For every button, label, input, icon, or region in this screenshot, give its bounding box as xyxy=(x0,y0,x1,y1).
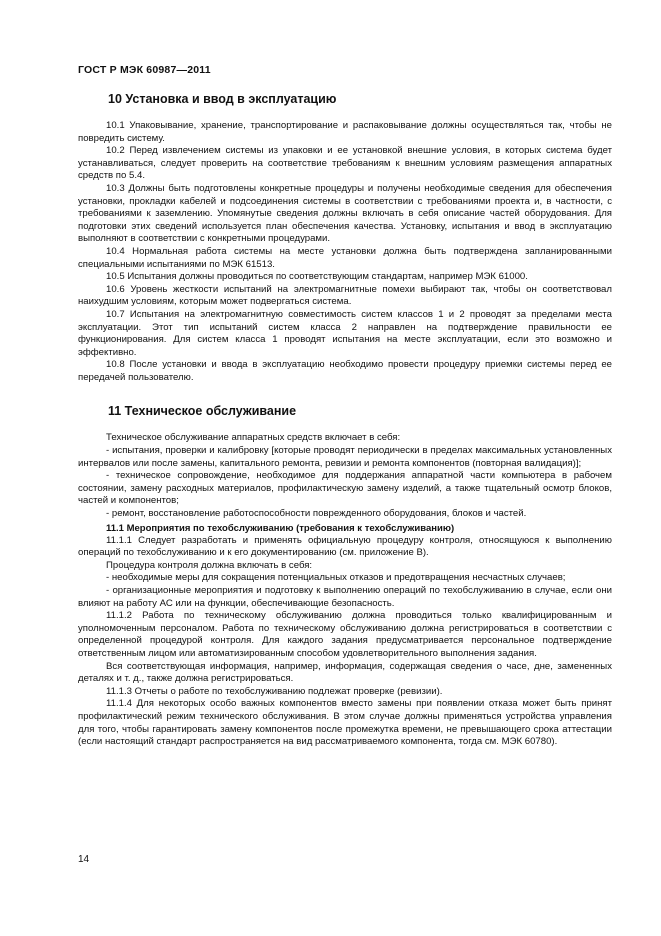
list-item-organization: - организационные мероприятия и подготовку к выполнению операций по техобслуживанию в случае, если они влияют на работу АС или на функции, обеспечивающие безопасность. xyxy=(78,585,612,609)
paragraph-10-3: 10.3 Должны быть подготовлены конкретные процедуры и получены необходимые сведения для обеспечения установки, прокладки кабелей и подсоединения системы в соответствии с требованиями проекта и, в частности, с требованиями к заземлению. Упомянутые сведения должны включать в себя описание частей оборудования. Для подготовки этих сведений используется план обеспечения качества. Установку, испытания и ввод в эксплуатацию выполняют в соответствии с конкретными процедурами. xyxy=(78,182,612,245)
section-10-title: 10 Установка и ввод в эксплуатацию xyxy=(108,92,337,106)
section-11-title: 11 Техническое обслуживание xyxy=(108,404,297,419)
list-item-repair: - ремонт, восстановление работоспособности поврежденного оборудования, блоков и частей. xyxy=(106,508,527,520)
paragraph-10-7: 10.7 Испытания на электромагнитную совместимость систем классов 1 и 2 проводят за пределами места эксплуатации. Этот тип испытаний систем класса 2 направлен на подтверждение правильности ее функционирования. Для систем класса 1 проводят испытания на месте эксплуатации, если это возможно и эффективно. xyxy=(78,308,612,358)
list-item-testing: - испытания, проверки и калибровку [которые проводят периодически в пределах максимальных установленных интервалов или после замены, капитального ремонта, ревизии и ремонта компонентов (повторная валидация)]; xyxy=(78,445,612,469)
paragraph-info-registration: Вся соответствующая информация, например, информация, содержащая сведения о часе, дне, замененных деталях и т. д., также должна регистрироваться. xyxy=(78,660,612,685)
page-number: 14 xyxy=(78,854,90,865)
paragraph-10-4: 10.4 Нормальная работа системы на месте установки должна быть подтверждена запланированными специальными испытаниями по МЭК 61513. xyxy=(78,245,612,270)
paragraph-10-5: 10.5 Испытания должны проводиться по соответствующим стандартам, например МЭК 61000. xyxy=(106,271,528,283)
paragraph-11-1-2: 11.1.2 Работа по техническому обслуживанию должна проводиться только квалифицированным и уполномоченным персоналом. Работа по техническому обслуживанию должна регистрироваться в соответствии с определенной процедурой контроля. Для каждого задания предусматривается персональное подтверждение ответственным лицом или автоматизированным способом удовлетворительного выполнения задания. xyxy=(78,610,612,659)
document-header: ГОСТ Р МЭК 60987—2011 xyxy=(78,64,211,76)
paragraph-11-1-3: 11.1.3 Отчеты о работе по техобслуживанию подлежат проверке (ревизии). xyxy=(106,685,443,697)
paragraph-10-1: 10.1 Упаковывание, хранение, транспортирование и распаковывание должны осуществляться так, чтобы не повредить систему. xyxy=(78,120,612,144)
list-item-measures: - необходимые меры для сокращения потенциальных отказов и предотвращения несчастных случаев; xyxy=(106,572,566,584)
paragraph-procedure-intro: Процедура контроля должна включать в себя: xyxy=(106,559,313,571)
subsection-11-1-title: 11.1 Мероприятия по техобслуживанию (требования к техобслуживанию) xyxy=(106,522,455,534)
paragraph-11-1-1: 11.1.1 Следует разработать и применять официальную процедуру контроля, относящуюся к выполнению операций по техобслуживанию и к его документированию (см. приложение В). xyxy=(78,534,612,559)
paragraph-10-8: 10.8 После установки и ввода в эксплуатацию необходимо провести процедуру приемки системы перед ее передачей пользователю. xyxy=(78,359,612,383)
paragraph-11-1-4: 11.1.4 Для некоторых особо важных компонентов вместо замены при появлении отказа может быть принят профилактический режим технического обслуживания. В этом случае должны применяться устройства управления для того, чтобы гарантировать замену компонентов после промежутка времени, не превышающего срока аттестации (если настоящий стандарт распространяется на вид рассматриваемого компонента, тогда см. МЭК 60780). xyxy=(78,698,612,748)
list-item-support: - техническое сопровождение, необходимое для поддержания аппаратной части компьютера в рабочем состоянии, замену расходных материалов, профилактическую замену изделий, а также тщательный осмотр блоков, частей и компонентов; xyxy=(78,470,612,507)
paragraph-10-6: 10.6 Уровень жесткости испытаний на электромагнитные помехи выбирают так, чтобы он соответствовал наихудшим условиям, которым может подвергаться система. xyxy=(78,283,612,308)
document-content xyxy=(78,92,612,749)
paragraph-10-2: 10.2 Перед извлечением системы из упаковки и ее установкой внешние условия, в которых система будет устанавливаться, следует проверить на соответствие требованиям к внешним условиям размещения аппаратных средств по 5.4. xyxy=(78,145,612,182)
section-10-body xyxy=(78,120,612,384)
paragraph-11-intro: Техническое обслуживание аппаратных средств включает в себя: xyxy=(106,432,401,444)
section-11-body xyxy=(78,432,612,748)
